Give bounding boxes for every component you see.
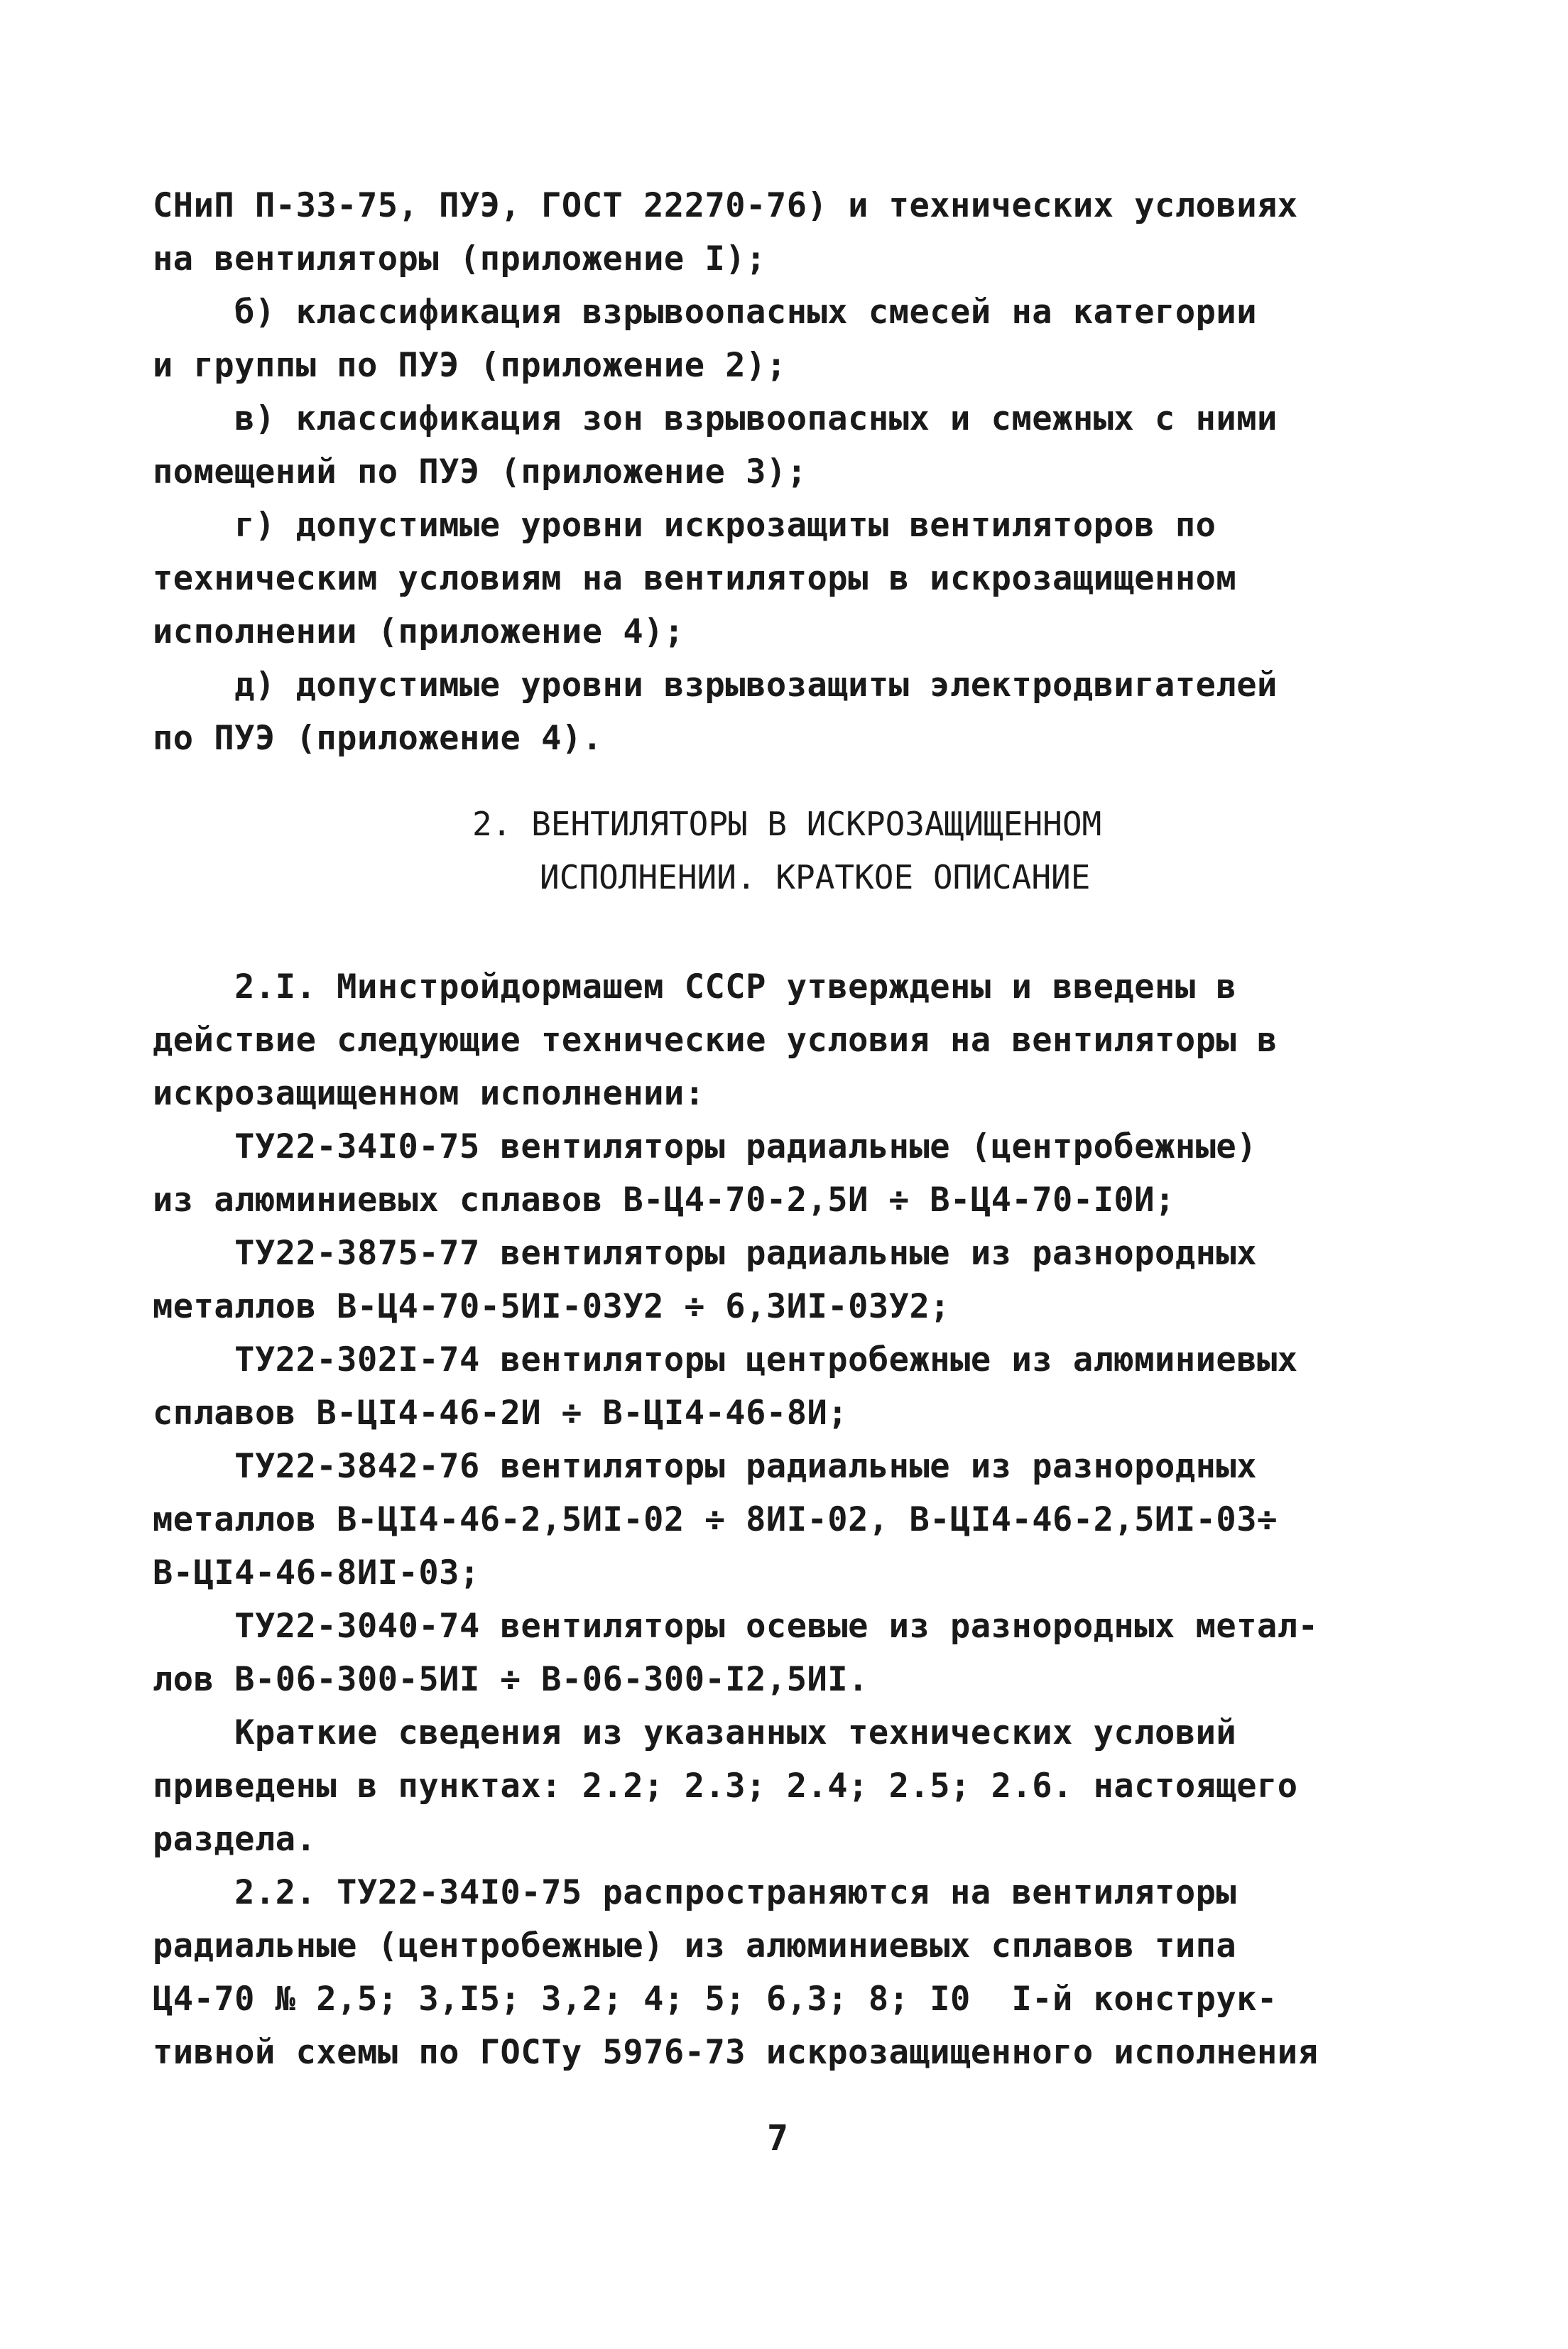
- text-line: действие следующие технические условия на вентиляторы в: [153, 1021, 1278, 1060]
- text-line: ТУ22-34I0-75 вентиляторы радиальные (центробежные): [153, 1127, 1258, 1166]
- text-line: 2.2. ТУ22-34I0-75 распространяются на вентиляторы: [153, 1873, 1237, 1912]
- text-line: СНиП П-33-75, ПУЭ, ГОСТ 22270-76) и технических условиях: [153, 186, 1298, 225]
- text-line: в) классификация зон взрывоопасных и смежных с ними: [153, 399, 1278, 438]
- text-line: тивной схемы по ГОСТу 5976-73 искрозащищенного исполнения: [153, 2033, 1319, 2072]
- text-line: сплавов В-ЦI4-46-2И ÷ В-ЦI4-46-8И;: [153, 1394, 849, 1433]
- text-line: искрозащищенном исполнении:: [153, 1074, 705, 1113]
- text-line: радиальные (центробежные) из алюминиевых сплавов типа: [153, 1926, 1237, 1965]
- text-line: исполнении (приложение 4);: [153, 612, 685, 651]
- text-line: д) допустимые уровни взрывозащиты электродвигателей: [153, 666, 1278, 705]
- text-line: г) допустимые уровни искрозащиты вентиляторов по: [153, 506, 1216, 545]
- text-line: 2.I. Минстройдормашем СССР утверждены и введены в: [153, 967, 1237, 1007]
- text-line: В-ЦI4-46-8ИI-03;: [153, 1553, 480, 1593]
- text-line: ТУ22-3842-76 вентиляторы радиальные из разнородных: [153, 1447, 1258, 1486]
- text-line: по ПУЭ (приложение 4).: [153, 719, 603, 758]
- text-line: приведены в пунктах: 2.2; 2.3; 2.4; 2.5; 2.6. настоящего: [153, 1767, 1298, 1806]
- text-line: металлов В-Ц4-70-5ИI-03У2 ÷ 6,3ИI-03У2;: [153, 1287, 951, 1326]
- text-line: ТУ22-3875-77 вентиляторы радиальные из разнородных: [153, 1234, 1258, 1273]
- section-heading-line-2: ИСПОЛНЕНИИ. КРАТКОЕ ОПИСАНИЕ: [540, 858, 1091, 896]
- text-line: на вентиляторы (приложение I);: [153, 239, 766, 278]
- text-line: Ц4-70 № 2,5; 3,I5; 3,2; 4; 5; 6,3; 8; I0 I-й конструк-: [153, 1980, 1278, 2019]
- text-line: ТУ22-3040-74 вентиляторы осевые из разнородных метал-: [153, 1607, 1319, 1646]
- text-line: лов В-06-300-5ИI ÷ В-06-300-I2,5ИI.: [153, 1660, 869, 1699]
- text-line: Краткие сведения из указанных технических условий: [153, 1713, 1237, 1752]
- text-line: из алюминиевых сплавов В-Ц4-70-2,5И ÷ В-Ц4-70-I0И;: [153, 1181, 1175, 1220]
- text-line: металлов В-ЦI4-46-2,5ИI-02 ÷ 8ИI-02, В-ЦI4-46-2,5ИI-03÷: [153, 1500, 1278, 1539]
- page-number: 7: [767, 2117, 789, 2159]
- text-line: техническим условиям на вентиляторы в искрозащищенном: [153, 559, 1237, 598]
- text-line: и группы по ПУЭ (приложение 2);: [153, 346, 787, 385]
- text-line: ТУ22-302I-74 вентиляторы центробежные из алюминиевых: [153, 1340, 1298, 1379]
- text-line: помещений по ПУЭ (приложение 3);: [153, 452, 807, 492]
- section-heading-line-1: 2. ВЕНТИЛЯТОРЫ В ИСКРОЗАЩИЩЕННОМ: [472, 805, 1102, 843]
- text-line: б) классификация взрывоопасных смесей на категории: [153, 293, 1258, 332]
- text-line: раздела.: [153, 1820, 317, 1859]
